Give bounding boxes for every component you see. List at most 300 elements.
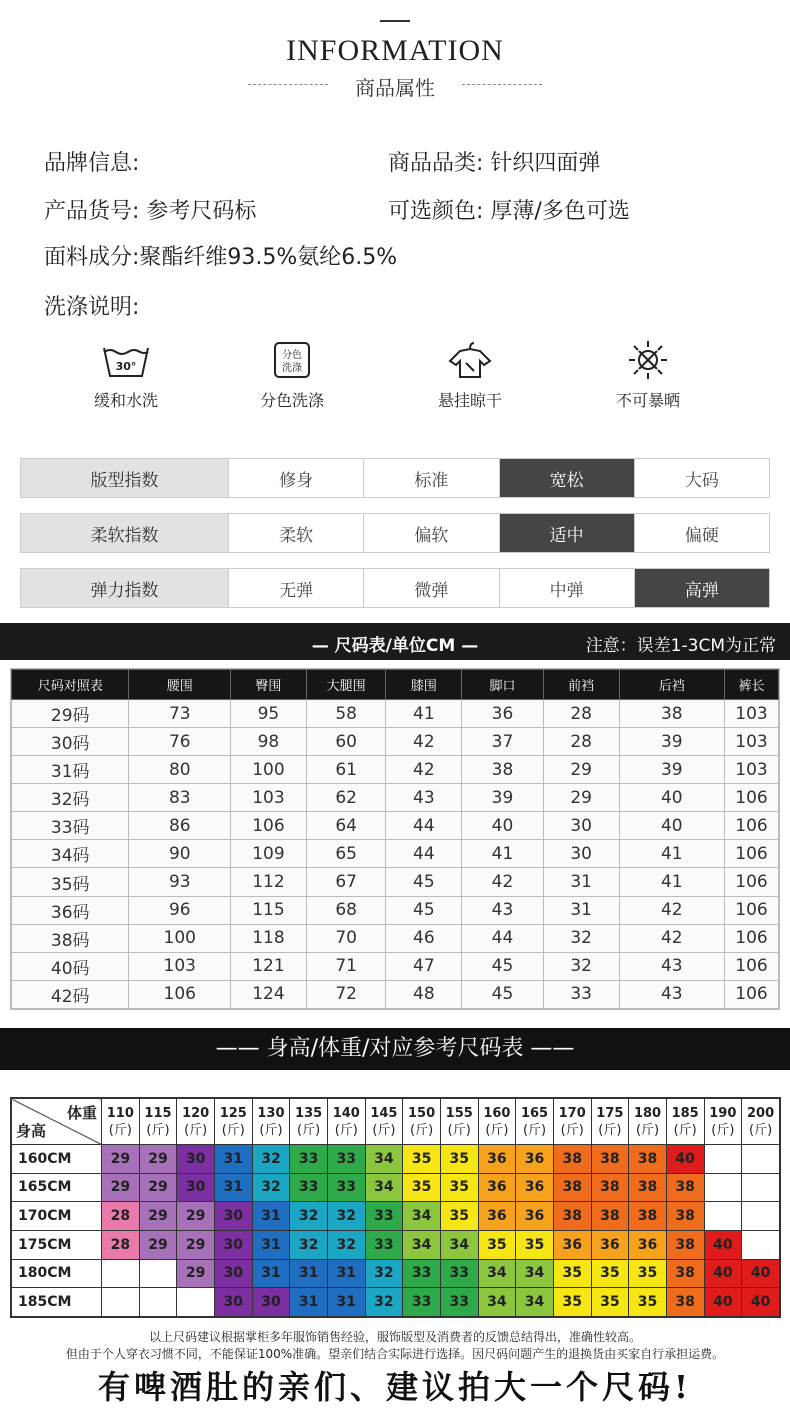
size-cell: 35 <box>440 1145 478 1174</box>
size-cell: 32 <box>365 1288 403 1317</box>
table-cell: 106 <box>725 840 779 868</box>
table-cell: 37 <box>462 728 544 756</box>
size-cell: 40 <box>704 1259 742 1288</box>
page-subtitle: 商品属性 <box>355 76 435 100</box>
size-table-header: 裤长 <box>725 670 779 700</box>
weight-unit: (斤) <box>334 1122 358 1138</box>
header-accent-bar <box>380 20 410 22</box>
weight-header <box>403 1099 441 1145</box>
index-option: 柔软 <box>229 514 364 552</box>
table-cell: 32 <box>543 952 619 980</box>
table-cell: 83 <box>129 784 231 812</box>
size-cell: 31 <box>252 1259 290 1288</box>
table-cell: 32码 <box>12 784 129 812</box>
index-option: 偏软 <box>364 514 499 552</box>
size-cell: 34 <box>478 1288 516 1317</box>
size-cell <box>139 1259 177 1288</box>
size-cell: 38 <box>629 1173 667 1202</box>
size-chart-bar <box>0 623 790 660</box>
weight-value: 150 <box>408 1105 436 1121</box>
wash-30-icon <box>66 338 186 382</box>
size-cell: 32 <box>327 1230 365 1259</box>
index-option: 中弹 <box>500 569 635 607</box>
table-cell: 31 <box>543 896 619 924</box>
table-cell: 106 <box>231 812 307 840</box>
size-cell: 35 <box>553 1259 591 1288</box>
size-cell: 36 <box>516 1202 554 1231</box>
size-cell: 33 <box>440 1259 478 1288</box>
table-cell: 106 <box>725 812 779 840</box>
corner-height-label: 身高 <box>16 1122 47 1140</box>
wash-label: 缓和水洗 <box>93 391 158 410</box>
size-cell: 30 <box>214 1288 252 1317</box>
size-cell: 29 <box>177 1202 215 1231</box>
table-cell: 29码 <box>12 700 129 728</box>
table-cell: 35码 <box>12 868 129 896</box>
size-cell: 33 <box>290 1173 328 1202</box>
height-label: 185CM <box>12 1288 102 1317</box>
disclaimer-line-2: 但由于个人穿衣习惯不同，不能保证100%准确。望亲们结合实际进行选择。因尺码问题产生的退换货由买家自行承担运费。 <box>65 1347 725 1361</box>
weight-value: 130 <box>257 1105 285 1121</box>
size-cell: 36 <box>553 1230 591 1259</box>
size-cell: 35 <box>629 1259 667 1288</box>
size-cell: 29 <box>177 1259 215 1288</box>
table-cell: 42 <box>619 924 725 952</box>
size-chart-note: 注意：误差1-3CM为正常 <box>585 636 776 656</box>
table-row <box>12 1173 780 1202</box>
height-weight-bar: —— 身高/体重/对应参考尺码表 —— <box>0 1028 790 1070</box>
size-cell: 31 <box>290 1288 328 1317</box>
weight-value: 125 <box>219 1105 247 1121</box>
svg-text:分色: 分色 <box>282 350 302 361</box>
table-cell: 39 <box>619 728 725 756</box>
weight-value: 115 <box>144 1105 172 1121</box>
table-cell: 42 <box>386 756 462 784</box>
size-cell: 40 <box>742 1288 780 1317</box>
index-option: 微弹 <box>364 569 499 607</box>
size-cell: 30 <box>214 1230 252 1259</box>
index-option: 偏硬 <box>635 514 769 552</box>
size-cell: 38 <box>629 1145 667 1174</box>
corner-weight-label: 体重 <box>66 1104 97 1122</box>
size-cell <box>139 1288 177 1317</box>
table-cell: 29 <box>543 756 619 784</box>
size-cell: 31 <box>214 1173 252 1202</box>
weight-header <box>742 1099 780 1145</box>
table-cell: 28 <box>543 728 619 756</box>
size-cell: 38 <box>666 1288 704 1317</box>
size-cell: 38 <box>553 1202 591 1231</box>
weight-value: 200 <box>747 1105 775 1121</box>
table-cell: 93 <box>129 868 231 896</box>
size-cell: 36 <box>478 1145 516 1174</box>
info-category: 商品品类: 针织四面弹 <box>388 151 601 176</box>
table-cell: 103 <box>725 700 779 728</box>
fit-index-row <box>20 458 770 498</box>
size-cell: 34 <box>516 1259 554 1288</box>
size-cell: 35 <box>403 1173 441 1202</box>
index-option-selected: 高弹 <box>635 569 769 607</box>
no-sun-icon <box>588 338 708 382</box>
weight-unit: (斤) <box>673 1122 697 1138</box>
size-cell <box>102 1259 140 1288</box>
size-cell: 28 <box>102 1202 140 1231</box>
table-cell: 98 <box>231 728 307 756</box>
weight-header <box>440 1099 478 1145</box>
table-row <box>12 812 779 840</box>
weight-unit: (斤) <box>221 1122 245 1138</box>
size-cell: 35 <box>591 1288 629 1317</box>
size-cell: 36 <box>591 1230 629 1259</box>
size-cell: 33 <box>290 1145 328 1174</box>
size-cell: 29 <box>139 1230 177 1259</box>
table-cell: 103 <box>231 784 307 812</box>
weight-value: 180 <box>633 1105 662 1121</box>
table-cell: 109 <box>231 840 307 868</box>
weight-unit: (斤) <box>297 1122 321 1138</box>
softness-index-row <box>20 513 770 553</box>
weight-header <box>139 1099 177 1145</box>
table-cell: 103 <box>725 756 779 784</box>
size-cell: 33 <box>403 1259 441 1288</box>
weight-unit: (斤) <box>259 1122 283 1138</box>
table-row <box>12 1230 780 1259</box>
size-cell <box>704 1173 742 1202</box>
weight-unit: (斤) <box>108 1122 132 1138</box>
weight-value: 175 <box>596 1105 624 1121</box>
table-row <box>12 840 779 868</box>
wash-item-separate <box>232 338 352 411</box>
table-row <box>12 756 779 784</box>
size-table-header: 后裆 <box>619 670 725 700</box>
weight-value: 170 <box>558 1105 586 1121</box>
size-cell: 30 <box>214 1259 252 1288</box>
table-cell: 90 <box>129 840 231 868</box>
weight-header <box>177 1099 215 1145</box>
table-row <box>12 924 779 952</box>
weight-value: 120 <box>182 1105 210 1121</box>
table-cell: 76 <box>129 728 231 756</box>
table-cell: 86 <box>129 812 231 840</box>
table-row <box>12 728 779 756</box>
index-name: 弹力指数 <box>21 569 229 607</box>
index-option: 标准 <box>364 459 499 497</box>
size-cell: 29 <box>177 1230 215 1259</box>
size-cell: 34 <box>516 1288 554 1317</box>
separate-wash-icon <box>232 338 352 382</box>
table-cell: 68 <box>306 896 386 924</box>
size-cell: 38 <box>629 1202 667 1231</box>
table-cell: 36 <box>462 700 544 728</box>
height-label: 180CM <box>12 1259 102 1288</box>
size-table-header: 脚口 <box>462 670 544 700</box>
table-cell: 30码 <box>12 728 129 756</box>
size-cell: 38 <box>553 1145 591 1174</box>
size-cell: 29 <box>139 1145 177 1174</box>
table-cell: 64 <box>306 812 386 840</box>
weight-unit: (斤) <box>749 1122 773 1138</box>
height-label: 165CM <box>12 1173 102 1202</box>
table-cell: 71 <box>306 952 386 980</box>
size-cell: 33 <box>365 1202 403 1231</box>
table-cell: 40码 <box>12 952 129 980</box>
table-cell: 42 <box>462 868 544 896</box>
table-cell: 115 <box>231 896 307 924</box>
size-cell: 31 <box>214 1145 252 1174</box>
size-cell: 33 <box>440 1288 478 1317</box>
weight-unit: (斤) <box>146 1122 170 1138</box>
table-cell: 28 <box>543 700 619 728</box>
weight-unit: (斤) <box>372 1122 396 1138</box>
size-cell: 38 <box>591 1202 629 1231</box>
size-cell: 38 <box>666 1259 704 1288</box>
weight-header <box>365 1099 403 1145</box>
index-option-selected: 适中 <box>500 514 635 552</box>
size-cell: 38 <box>553 1173 591 1202</box>
size-cell: 35 <box>440 1173 478 1202</box>
size-cell: 38 <box>591 1145 629 1174</box>
table-cell: 103 <box>725 728 779 756</box>
table-cell: 33 <box>543 980 619 1008</box>
table-cell: 106 <box>725 868 779 896</box>
table-cell: 32 <box>543 924 619 952</box>
table-cell: 95 <box>231 700 307 728</box>
table-cell: 61 <box>306 756 386 784</box>
size-table-container <box>10 668 780 1010</box>
table-cell: 44 <box>462 924 544 952</box>
size-table-header: 臀围 <box>231 670 307 700</box>
table-cell: 106 <box>725 784 779 812</box>
size-cell: 38 <box>666 1202 704 1231</box>
table-cell: 41 <box>462 840 544 868</box>
weight-header <box>553 1099 591 1145</box>
size-cell: 33 <box>365 1230 403 1259</box>
table-cell: 30 <box>543 812 619 840</box>
size-table-header: 大腿围 <box>306 670 386 700</box>
table-cell: 39 <box>619 756 725 784</box>
weight-unit: (斤) <box>485 1122 509 1138</box>
table-cell: 106 <box>725 980 779 1008</box>
table-cell: 45 <box>462 952 544 980</box>
table-cell: 43 <box>619 952 725 980</box>
table-row <box>12 700 779 728</box>
size-cell: 29 <box>102 1145 140 1174</box>
size-cell <box>742 1145 780 1174</box>
size-cell: 31 <box>252 1230 290 1259</box>
weight-value: 110 <box>106 1105 134 1121</box>
size-cell: 36 <box>516 1145 554 1174</box>
page-title: INFORMATION <box>286 34 504 67</box>
table-cell: 41 <box>619 868 725 896</box>
table-cell: 73 <box>129 700 231 728</box>
table-cell: 31码 <box>12 756 129 784</box>
wash-label: 悬挂晾干 <box>437 391 502 410</box>
table-cell: 44 <box>386 840 462 868</box>
weight-header <box>591 1099 629 1145</box>
size-cell: 34 <box>478 1259 516 1288</box>
size-table-header: 前裆 <box>543 670 619 700</box>
table-cell: 40 <box>462 812 544 840</box>
size-cell <box>742 1202 780 1231</box>
table-cell: 34码 <box>12 840 129 868</box>
size-cell <box>102 1288 140 1317</box>
hang-dry-icon <box>410 338 530 382</box>
table-cell: 30 <box>543 840 619 868</box>
header-divider-right <box>462 84 542 85</box>
table-cell: 58 <box>306 700 386 728</box>
table-cell: 45 <box>462 980 544 1008</box>
index-name: 版型指数 <box>21 459 229 497</box>
table-cell: 65 <box>306 840 386 868</box>
weight-value: 185 <box>671 1105 699 1121</box>
table-cell: 43 <box>462 896 544 924</box>
weight-unit: (斤) <box>711 1122 735 1138</box>
height-label: 175CM <box>12 1230 102 1259</box>
size-cell: 36 <box>516 1173 554 1202</box>
table-cell: 40 <box>619 784 725 812</box>
size-cell: 33 <box>327 1173 365 1202</box>
wash-item-no-sun <box>588 338 708 411</box>
weight-unit: (斤) <box>598 1122 622 1138</box>
size-cell: 32 <box>290 1202 328 1231</box>
size-cell: 40 <box>704 1288 742 1317</box>
size-cell: 31 <box>252 1202 290 1231</box>
weight-header <box>102 1099 140 1145</box>
size-cell: 34 <box>365 1145 403 1174</box>
table-cell: 45 <box>386 896 462 924</box>
height-label: 170CM <box>12 1202 102 1231</box>
wash-label: 分色洗涤 <box>259 391 324 410</box>
table-cell: 106 <box>725 896 779 924</box>
size-cell: 35 <box>629 1288 667 1317</box>
size-table-header: 腰围 <box>129 670 231 700</box>
size-table-header: 膝围 <box>386 670 462 700</box>
svg-text:洗涤: 洗涤 <box>282 363 302 374</box>
weight-header <box>629 1099 667 1145</box>
size-cell: 36 <box>629 1230 667 1259</box>
info-fabric: 面料成分:聚酯纤维93.5%氨纶6.5% <box>44 245 398 270</box>
size-cell: 35 <box>403 1145 441 1174</box>
table-row <box>12 952 779 980</box>
size-cell: 34 <box>440 1230 478 1259</box>
size-cell: 32 <box>365 1259 403 1288</box>
table-cell: 44 <box>386 812 462 840</box>
size-cell: 29 <box>139 1173 177 1202</box>
size-table-header: 尺码对照表 <box>12 670 129 700</box>
table-corner-header <box>12 1099 102 1145</box>
size-cell <box>704 1145 742 1174</box>
height-label: 160CM <box>12 1145 102 1174</box>
table-cell: 41 <box>386 700 462 728</box>
wash-label: 不可暴晒 <box>615 391 680 410</box>
table-cell: 38 <box>619 700 725 728</box>
size-cell: 32 <box>252 1145 290 1174</box>
size-cell: 28 <box>102 1230 140 1259</box>
weight-unit: (斤) <box>410 1122 434 1138</box>
info-item-no: 产品货号: 参考尺码标 <box>44 199 257 224</box>
size-cell: 38 <box>666 1173 704 1202</box>
table-row <box>12 1202 780 1231</box>
weight-value: 165 <box>520 1105 549 1121</box>
table-cell: 41 <box>619 840 725 868</box>
table-cell: 72 <box>306 980 386 1008</box>
wash-item-hang <box>410 338 530 411</box>
table-cell: 31 <box>543 868 619 896</box>
info-colors: 可选颜色: 厚薄/多色可选 <box>388 199 630 224</box>
table-cell: 39 <box>462 784 544 812</box>
stretch-index-row <box>20 568 770 608</box>
table-cell: 96 <box>129 896 231 924</box>
table-cell: 42 <box>619 896 725 924</box>
table-row <box>12 1259 780 1288</box>
table-cell: 80 <box>129 756 231 784</box>
size-chart-title: — 尺码表/单位CM — <box>311 636 479 656</box>
size-cell: 35 <box>553 1288 591 1317</box>
size-cell: 31 <box>327 1259 365 1288</box>
size-cell: 29 <box>102 1173 140 1202</box>
weight-header <box>214 1099 252 1145</box>
svg-text:30°: 30° <box>115 360 137 373</box>
index-name: 柔软指数 <box>21 514 229 552</box>
weight-header <box>704 1099 742 1145</box>
table-cell: 67 <box>306 868 386 896</box>
weight-unit: (斤) <box>447 1122 471 1138</box>
size-cell: 40 <box>666 1145 704 1174</box>
index-option: 无弹 <box>229 569 364 607</box>
table-cell: 106 <box>725 924 779 952</box>
table-cell: 121 <box>231 952 307 980</box>
table-cell: 124 <box>231 980 307 1008</box>
table-cell: 33码 <box>12 812 129 840</box>
table-cell: 112 <box>231 868 307 896</box>
height-weight-table-container <box>10 1097 781 1318</box>
size-cell: 35 <box>591 1259 629 1288</box>
table-cell: 43 <box>619 980 725 1008</box>
size-cell: 32 <box>290 1230 328 1259</box>
table-cell: 38 <box>462 756 544 784</box>
size-cell <box>177 1288 215 1317</box>
size-cell: 38 <box>591 1173 629 1202</box>
index-option-selected: 宽松 <box>500 459 635 497</box>
size-cell: 30 <box>252 1288 290 1317</box>
info-brand: 品牌信息: <box>44 151 140 176</box>
weight-unit: (斤) <box>184 1122 208 1138</box>
table-cell: 40 <box>619 812 725 840</box>
table-cell: 62 <box>306 784 386 812</box>
slogan: 有啤酒肚的亲们、建议拍大一个尺码! <box>97 1368 693 1406</box>
index-option: 大码 <box>635 459 769 497</box>
table-cell: 100 <box>231 756 307 784</box>
table-cell: 43 <box>386 784 462 812</box>
table-cell: 60 <box>306 728 386 756</box>
size-cell: 35 <box>440 1202 478 1231</box>
size-cell: 29 <box>139 1202 177 1231</box>
size-cell <box>742 1230 780 1259</box>
size-cell: 35 <box>478 1230 516 1259</box>
table-cell: 29 <box>543 784 619 812</box>
weight-unit: (斤) <box>560 1122 584 1138</box>
table-cell: 38码 <box>12 924 129 952</box>
weight-header <box>516 1099 554 1145</box>
size-cell: 40 <box>742 1259 780 1288</box>
weight-header <box>666 1099 704 1145</box>
table-cell: 106 <box>725 952 779 980</box>
weight-unit: (斤) <box>522 1122 547 1138</box>
table-cell: 70 <box>306 924 386 952</box>
size-cell: 30 <box>214 1202 252 1231</box>
table-row <box>12 868 779 896</box>
size-cell <box>742 1173 780 1202</box>
